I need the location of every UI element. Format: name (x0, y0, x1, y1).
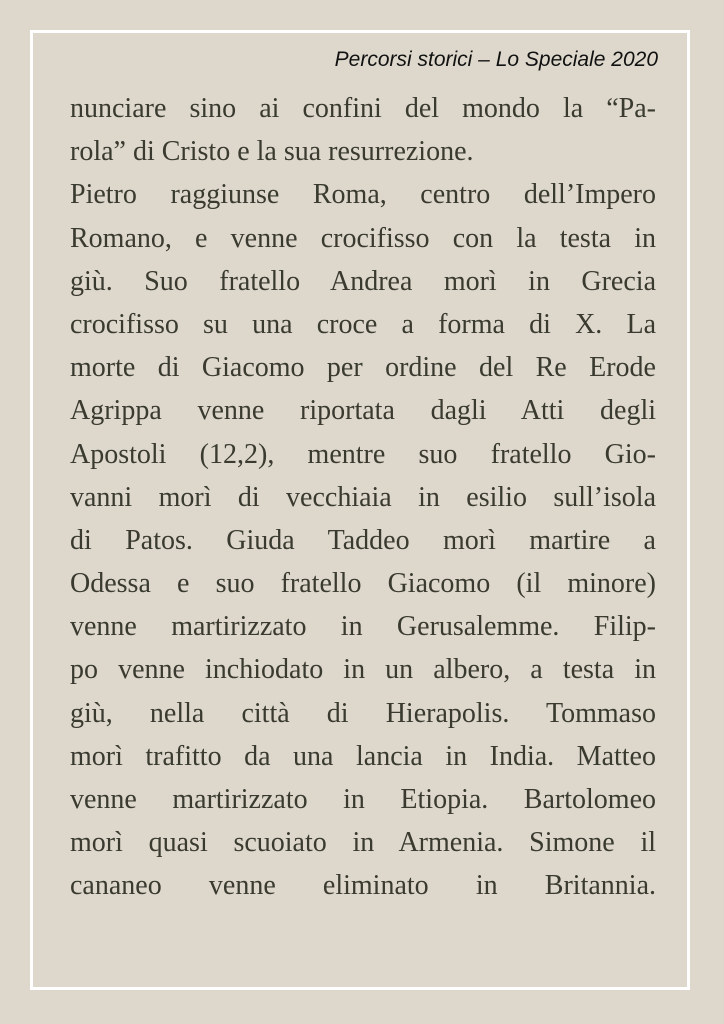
text-line: Agrippa venne riportata dagli Atti degli (70, 395, 656, 427)
text-line: giù, nella città di Hierapolis. Tommaso (70, 697, 656, 729)
text-line: nunciare sino ai confini del mondo la “Pa- (70, 93, 656, 124)
running-header: Percorsi storici – Lo Speciale 2020 (334, 48, 658, 71)
text-line: giù. Suo fratello Andrea morì in Grecia (70, 265, 656, 297)
text-line: venne martirizzato in Etiopia. Bartolomeo (70, 784, 656, 815)
text-line: cananeo venne eliminato in Britannia. (70, 870, 656, 902)
text-line: Romano, e venne crocifisso con la testa in (70, 222, 656, 254)
text-line: morì trafitto da una lancia in India. Matteo (70, 740, 656, 772)
text-line: morte di Giacomo per ordine del Re Erode (70, 352, 656, 384)
text-line: morì quasi scuoiato in Armenia. Simone il (70, 827, 656, 859)
text-line: Apostoli (12,2), mentre suo fratello Gio- (70, 438, 656, 470)
text-line: Pietro raggiunse Roma, centro dell’Impero (70, 179, 656, 211)
text-line: po venne inchiodato in un albero, a testa in (70, 654, 656, 686)
text-line: di Patos. Giuda Taddeo morì martire a (70, 524, 656, 556)
text-line: Odessa e suo fratello Giacomo (il minore) (70, 568, 656, 600)
body-text (70, 87, 656, 908)
text-line: vanni morì di vecchiaia in esilio sull’isola (70, 481, 656, 513)
text-line: venne martirizzato in Gerusalemme. Filip- (70, 611, 656, 643)
text-line: rola” di Cristo e la sua resurrezione. (70, 136, 474, 168)
text-line: crocifisso su una croce a forma di X. La (70, 308, 656, 340)
